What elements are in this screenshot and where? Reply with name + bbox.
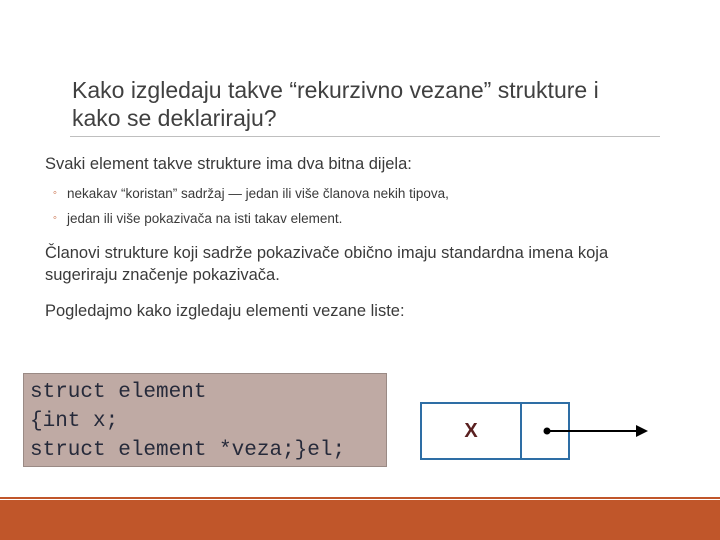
code-line: {int x;: [30, 410, 119, 433]
bullet-list: [53, 181, 449, 231]
code-block: [23, 373, 387, 467]
slide-title: [72, 76, 672, 132]
code-line: struct element *veza;}el;: [30, 439, 346, 462]
footer-accent-line: [0, 497, 720, 499]
footer-accent-bar: [0, 500, 720, 540]
bullet-item: [53, 181, 449, 206]
bullet-circle-icon: ◦: [53, 187, 57, 199]
arrow-head-icon: [636, 425, 648, 437]
bullet-circle-icon: ◦: [53, 212, 57, 224]
title-divider: [70, 136, 660, 137]
pointer-arrow-icon: [540, 420, 650, 442]
intro-text: Svaki element takve strukture ima dva bitna dijela:: [45, 155, 412, 173]
members-text: Članovi strukture koji sadrže pokazivače obično imaju standardna imena koja sugeriraju značenje pokazivača.: [45, 244, 609, 284]
bullet-item: [53, 206, 449, 231]
bullet-text: nekakav “koristan” sadržaj — jedan ili više članova nekih tipova,: [67, 186, 449, 201]
slide-title-line-2: kako se deklariraju?: [72, 105, 277, 131]
slide-title-line-1: Kako izgledaju takve “rekurzivno vezane” strukture i: [72, 77, 599, 103]
code-line: struct element: [30, 381, 207, 404]
bullet-text: jedan ili više pokazivača na isti takav element.: [67, 211, 343, 226]
node-data-field: X: [422, 404, 522, 458]
look-text: Pogledajmo kako izgledaju elementi vezane liste:: [45, 302, 405, 320]
